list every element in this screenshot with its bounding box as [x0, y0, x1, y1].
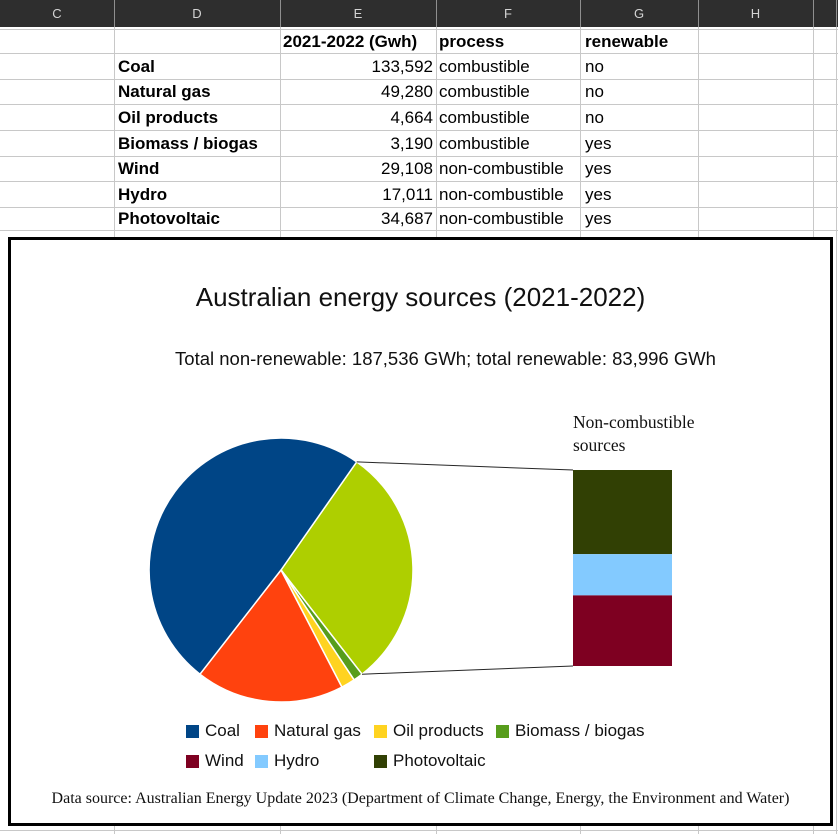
cell-value-coal[interactable]: 133,592: [371, 56, 433, 76]
legend-item-natural-gas: [255, 721, 361, 741]
connector-line-bottom: [362, 666, 573, 674]
cell-process-oil-products[interactable]: combustible: [439, 107, 530, 127]
cell-label-oil-products[interactable]: Oil products: [118, 107, 219, 127]
legend-swatch-oil-products: [374, 725, 387, 738]
chart-title: Australian energy sources (2021-2022): [195, 282, 646, 312]
sheet-row: [0, 131, 838, 156]
column-separator: [813, 0, 814, 27]
cell-renewable-natural-gas[interactable]: no: [585, 82, 604, 101]
cell-process-wind[interactable]: non-combustible: [439, 159, 564, 178]
cell-process-photovoltaic[interactable]: non-combustible: [439, 209, 564, 228]
cell-process-biomass-biogas[interactable]: combustible: [439, 133, 530, 153]
legend-swatch-coal: [186, 725, 199, 738]
legend-item-photovoltaic: [374, 751, 486, 771]
sheet-row: [0, 182, 838, 207]
cell-value-hydro[interactable]: 17,011: [382, 184, 433, 204]
sheet-row: [0, 157, 838, 181]
gridline-horizontal: [0, 230, 838, 231]
column-header-c[interactable]: C: [52, 6, 62, 21]
column-separator: [436, 0, 437, 27]
cell-g-header[interactable]: renewable: [585, 31, 669, 51]
sheet-row: [0, 80, 838, 104]
column-header-g[interactable]: G: [633, 6, 645, 21]
column-separator: [280, 0, 281, 27]
legend-item-wind: [186, 751, 244, 771]
legend-swatch-photovoltaic: [374, 755, 387, 768]
chart-subtitle: Total non-renewable: 187,536 GWh; total renewable: 83,996 GWh: [175, 348, 716, 369]
column-separator: [698, 0, 699, 27]
cell-renewable-hydro[interactable]: yes: [585, 184, 612, 204]
embedded-chart[interactable]: [8, 237, 833, 826]
cell-process-coal[interactable]: combustible: [439, 56, 530, 76]
cell-renewable-photovoltaic[interactable]: yes: [585, 209, 612, 228]
legend-label-hydro: Hydro: [274, 751, 320, 770]
sheet-row: [0, 208, 838, 230]
sheet-row: [0, 54, 838, 79]
legend-swatch-hydro: [255, 755, 268, 768]
cell-label-coal[interactable]: Coal: [118, 56, 155, 76]
sheet-row: [0, 30, 838, 53]
cell-label-natural-gas[interactable]: Natural gas: [118, 82, 211, 101]
cell-process-hydro[interactable]: non-combustible: [439, 184, 564, 204]
gridline-horizontal: [0, 830, 838, 831]
cell-renewable-coal[interactable]: no: [585, 56, 604, 76]
legend-item-coal: [186, 721, 240, 741]
column-header-bar: [0, 0, 838, 27]
bar-breakout-label-line2: sources: [573, 435, 626, 455]
connector-line-top: [357, 462, 573, 470]
legend-swatch-wind: [186, 755, 199, 768]
cell-value-photovoltaic[interactable]: 34,687: [381, 209, 433, 228]
cell-value-natural-gas[interactable]: 49,280: [381, 82, 433, 101]
cell-value-oil-products[interactable]: 4,664: [390, 107, 433, 127]
legend-label-coal: Coal: [205, 721, 240, 740]
column-separator: [836, 0, 837, 27]
cell-label-biomass-biogas[interactable]: Biomass / biogas: [118, 133, 258, 153]
legend-label-photovoltaic: Photovoltaic: [393, 751, 486, 770]
legend-item-oil-products: [374, 721, 484, 741]
bar-segment-photovoltaic: [573, 470, 672, 554]
column-separator: [580, 0, 581, 27]
bar-breakout-label: [573, 411, 695, 457]
legend-swatch-biomass-biogas: [496, 725, 509, 738]
cell-renewable-wind[interactable]: yes: [585, 159, 612, 178]
sheet-row: [0, 105, 838, 130]
column-header-h[interactable]: H: [750, 6, 761, 21]
legend-label-natural-gas: Natural gas: [274, 721, 361, 740]
cell-process-natural-gas[interactable]: combustible: [439, 82, 530, 101]
column-header-d[interactable]: D: [192, 6, 202, 21]
cell-value-biomass-biogas[interactable]: 3,190: [390, 133, 433, 153]
cell-label-hydro[interactable]: Hydro: [118, 184, 168, 204]
cell-renewable-biomass-biogas[interactable]: yes: [585, 133, 612, 153]
legend-label-wind: Wind: [205, 751, 244, 770]
legend-label-biomass-biogas: Biomass / biogas: [515, 721, 645, 740]
cell-label-wind[interactable]: Wind: [118, 159, 160, 178]
column-header-e[interactable]: E: [353, 6, 363, 21]
bar-breakout-label-line1: Non-combustible: [573, 412, 695, 432]
chart-footer: Data source: Australian Energy Update 2023 (Department of Climate Change, Energy, the Environment and Water): [51, 790, 790, 807]
cell-f-header[interactable]: process: [439, 31, 505, 51]
legend-label-oil-products: Oil products: [393, 721, 484, 740]
cell-value-wind[interactable]: 29,108: [381, 159, 433, 178]
column-separator: [114, 0, 115, 27]
cell-renewable-oil-products[interactable]: no: [585, 107, 604, 127]
column-header-f[interactable]: F: [504, 6, 512, 21]
cell-label-photovoltaic[interactable]: Photovoltaic: [118, 209, 221, 228]
legend-swatch-natural-gas: [255, 725, 268, 738]
cell-e-header[interactable]: 2021-2022 (Gwh): [283, 31, 418, 51]
bar-segment-hydro: [573, 554, 672, 595]
legend-item-hydro: [255, 751, 319, 771]
legend-item-biomass-biogas: [496, 721, 644, 741]
bar-segment-wind: [573, 595, 672, 666]
